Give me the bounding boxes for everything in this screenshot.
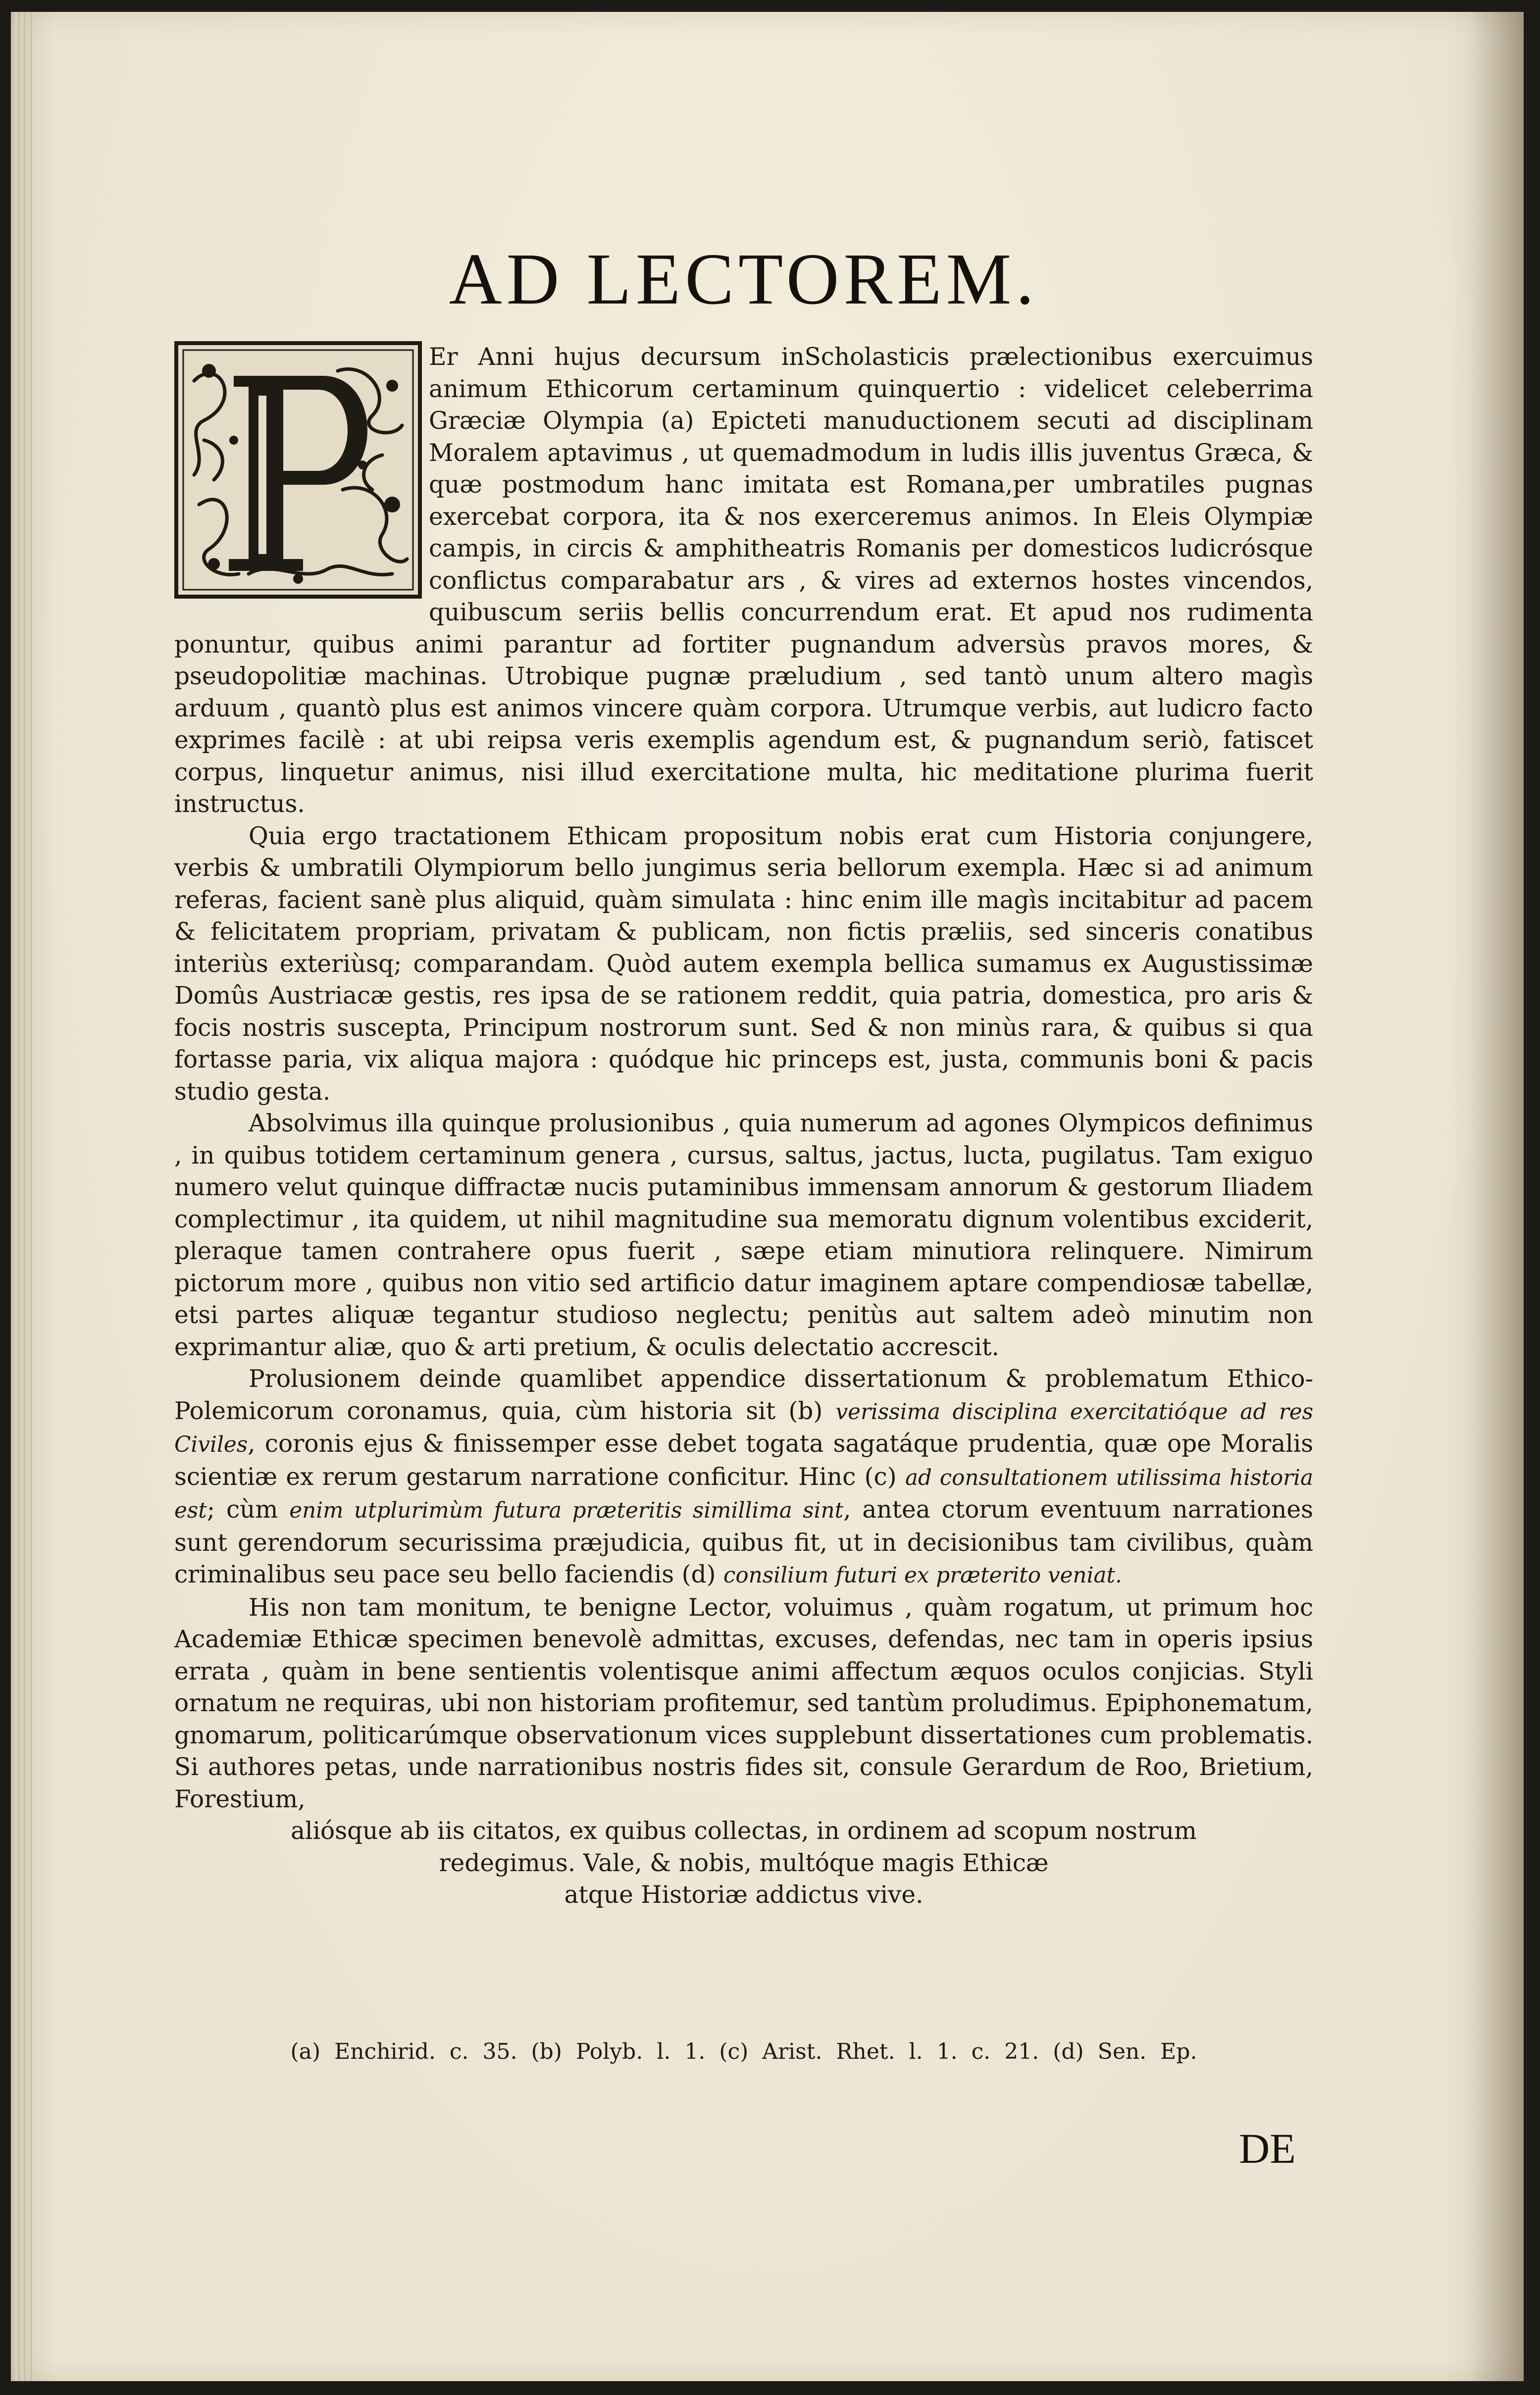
paragraph-text: ; cùm <box>206 1496 278 1524</box>
paragraph <box>174 1363 1313 1592</box>
italic-quote: enim utplurimùm futura præteritis simillima sint <box>289 1498 844 1523</box>
book-page <box>11 12 1524 2381</box>
closing-line: atque Historiæ addictus vive. <box>564 1881 924 1909</box>
paragraph: Absolvimus illa quinque prolusionibus , quia numerum ad agones Olympicos definimus , in quibus totidem certaminum genera , cursus, saltus, jactus, lucta, pugilatus. Tam exiguo numero velut quinque diffractæ nucis putaminibus immensam annorum & gestorum Iliadem complectimur , ita quidem, ut nihil magnitudine sua memoratu dignum volentibus exciderit, pleraque tamen contrahere opus fuerit , sæpe etiam minutiora relinquere. Nimirum pictorum more , quibus non vitio sed artificio datur imaginem aptare compendiosæ tabellæ, etsi partes aliquæ tegantur studioso neglectu; penitùs aut saltem adeò minutim non exprimantur aliæ, quo & arti pretium, & oculis delectatio accrescit. <box>174 1110 1313 1361</box>
paragraph-text: Prolusionem deinde quamlibet appendice dissertationum & problematum Ethico-Polemicorum coronamus, quia, cùm historia sit (b) <box>174 1365 1313 1425</box>
page-edge <box>21 12 25 2381</box>
page-edge <box>15 12 19 2381</box>
paragraph: Er Anni hujus decursum inScholasticis prælectionibus exercuimus animum Ethicorum certaminum quinquertio : videlicet celeberrima Græciæ Olympia (a) Epicteti manuductionem secuti ad disciplinam Moralem aptavimus , ut quemadmodum in ludis illis juventus Græca, & quæ postmodum hanc imitata est Romana,per umbratiles pugnas exercebat corpora, ita & nos exerceremus animos. In Eleis Olympiæ campis, in circis & amphitheatris Romanis per domesticos ludicrósque conflictus comparabatur ars , & vires ad externos hostes vincendos, quibuscum seriis bellis concurrendum erat. Et apud nos rudimenta ponuntur, quibus animi parantur ad fortiter pugnandum adversùs pravos mores, & pseudopolitiæ machinas. Utrobique pugnæ præludium , sed tantò unum altero magìs arduum , quantò plus est animos vincere quàm corpora. Utrumque verbis, aut ludicro facto exprimes facilè : at ubi reipsa veris exemplis agendum est, & pugnandum seriò, fatiscet corpus, linquetur animus, nisi illud exercitatione multa, hic meditatione plurima fuerit instructus. <box>174 343 1313 818</box>
paragraph-text: , antea ctorum eventuum narrationes sunt gerendorum securissima præjudicia, quibus fit, ut in decisionibus tam civilibus, quàm criminalibus seu pace seu bello faciendis (d) <box>174 1496 1313 1588</box>
italic-quote: ad consultationem utilissima historia est <box>174 1465 1313 1523</box>
gutter-shadow <box>1469 12 1524 2381</box>
catchword: DE <box>1239 2125 1296 2172</box>
paragraph: His non tam monitum, te benigne Lector, voluimus , quàm rogatum, ut primum hoc Academiæ Ethicæ specimen benevolè admittas, excuses, defendas, nec tam in operis ipsius errata , quàm in bene sentientis volentisque animi affectum æquos oculos conjicias. Styli ornatum ne requiras, ubi non historiam profitemur, sed tantùm proludimus. Epiphonematum, gnomarum, politicarúmque observationum vices supplebunt dissertationes cum problematis. Si authores petas, unde narrationibus nostris fides sit, consule Gerardum de Roo, Brietium, Forestium, <box>174 1593 1313 1813</box>
footnote: (c) Arist. Rhet. l. 1. c. 21. <box>719 2039 1039 2064</box>
footnote: (a) Enchirid. c. 35. <box>290 2039 517 2064</box>
italic-quote: consilium futuri ex præterito veniat. <box>723 1563 1122 1588</box>
paragraph-text: , coronis ejus & finissemper esse debet togata sagatáque prudentia, quæ ope Moralis scientiæ ex rerum gestarum narratione conficitur. Hinc (c) <box>174 1430 1313 1491</box>
footnote: (b) Polyb. l. 1. <box>531 2039 706 2064</box>
paragraph: Quia ergo tractationem Ethicam propositum nobis erat cum Historia conjungere, verbis & umbratili Olympiorum bello jungimus seria bellorum exempla. Hæc si ad animum referas, facient sanè plus aliquid, quàm simulata : hinc enim ille magìs incitabitur ad pacem & felicitatem propriam, privatam & publicam, non fictis præliis, sed sinceris conatibus interiùs exteriùsq; comparandam. Quòd autem exempla bellica sumamus ex Augustissimæ Domûs Austriacæ gestis, res ipsa de se rationem reddit, quia patria, domestica, pro aris & focis nostris suscepta, Principum nostrorum sunt. Sed & non minùs rara, & quibus si qua fortasse paria, vix aliqua majora : quódque hic princeps est, justa, communis boni & pacis studio gesta. <box>174 822 1313 1106</box>
body-text <box>174 341 1313 1911</box>
italic-quote: verissima disciplina exercitatióque ad res Civiles <box>174 1399 1313 1457</box>
drop-cap-initial <box>174 341 422 599</box>
closing-line: aliósque ab iis citatos, ex quibus collectas, in ordinem ad scopum nostrum <box>291 1817 1197 1845</box>
footnotes <box>174 2037 1313 2067</box>
footnote: (d) Sen. Ep. <box>1053 2039 1197 2064</box>
page-title: AD LECTOREM. <box>449 239 1039 320</box>
page-edge <box>28 12 32 2381</box>
closing-line: redegimus. Vale, & nobis, multóque magis Ethicæ <box>439 1849 1049 1877</box>
